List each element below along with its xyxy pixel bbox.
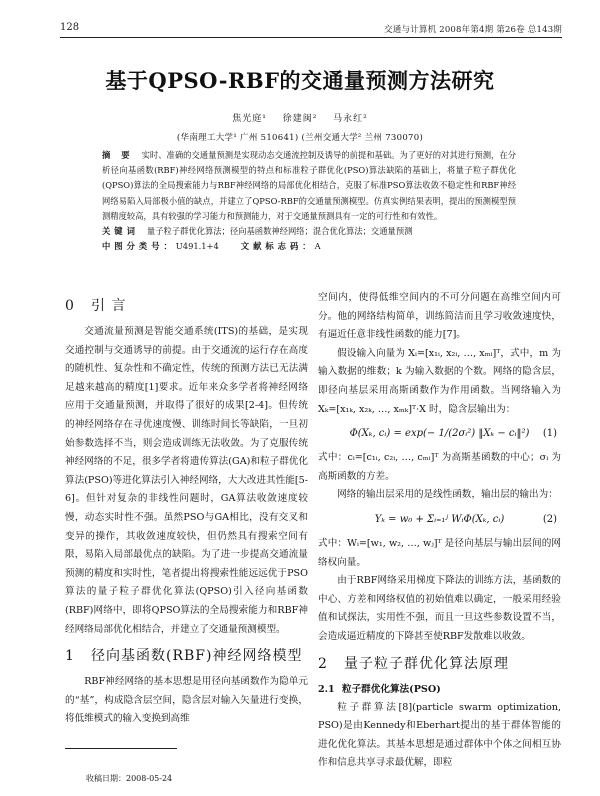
equation-body: Yₖ = w₀ + Σᵢ₌₁ʲ WᵢΦ(Xₖ, cᵢ)	[374, 513, 505, 525]
received-date: 2008-05-24	[126, 774, 173, 783]
header-rule	[60, 37, 562, 38]
author: 徐建闽²	[282, 114, 318, 124]
section-heading-1	[65, 645, 308, 667]
author-list	[0, 111, 600, 124]
body-paragraph: 式中：cᵢ=[c₁ᵢ, c₂ᵢ, …, cₘᵢ]ᵀ 为高斯基函数的中心；σᵢ 为高斯函数的方差。	[318, 452, 561, 482]
abstract-block	[102, 148, 516, 254]
section-number: 2	[318, 655, 328, 672]
body-paragraph: 交通流量预测是智能交通系统(ITS)的基础，是实现交通控制与交通诱导的前提。由于交通流的运行存在高度的随机性、复杂性和不确定性，传统的预测方法已无法满足越来越高的精度[1]要求。近年来众多学者将神经网络应用于交通量预测，并取得了很好的成果[2-4]。但传统的神经网络存在寻优速度慢、训练时间长等缺陷，一旦初始参数选择不当，则会造成训练无法收敛。为了克服传统神经网络的不足，很多学者将遗传算法(GA)和粒子群优化算法(PSO)等进化算法引入神经网络，大大改进其性能[5-6]。但针对复杂的非线性问题时，GA算法收敛速度较慢，动态实时性不强。虽然PSO与GA相比，没有交叉和变异的操作，其收敛速度较快，但仍然具有搜索空间有限，易陷入局部最优点的缺陷。为了进一步提高交通流量预测的精度和实时性，笔者提出将搜索性能远远优于PSO算法的量子粒子群优化算法(QPSO)引入径向基函数(RBF)网络中，即将QPSO算法的全局搜索能力和RBF神经网络局部优化相结合，并建立了交通量预测模型。	[65, 326, 308, 635]
body-paragraph: 粒子群算法[8](particle swarm optimization, PSO)是由Kennedy和Eberhart提出的基于群体智能的进化优化算法。其基本思想是通过群体中个体之间相互协作和信息共享寻求最优解，即粒	[318, 701, 561, 769]
journal-info: 交通与计算机 2008年第4期 第26卷 总143期	[384, 25, 562, 35]
footnote-received	[86, 773, 172, 784]
body-paragraph: 式中：Wᵢ=[w₁, w₂, …, wⱼ]ᵀ 是径向基层与输出层间的网络权向量。	[318, 537, 561, 568]
section-title: 量子粒子群优化算法原理	[344, 655, 509, 672]
equation-body: Φ(Xₖ, cᵢ) = exp(− 1/(2σᵢ²) ‖Xₖ − cᵢ‖²)	[349, 428, 530, 440]
equation-number: (1)	[542, 428, 557, 440]
equation-number: (2)	[542, 513, 557, 525]
keywords-text: 量子粒子群优化算法；径向基函数神经网络；混合优化算法；交通量预测	[146, 226, 413, 237]
page-number: 128	[60, 22, 80, 33]
section-heading-2	[318, 653, 561, 675]
body-paragraph: 空间内，使得低维空间内的不可分问题在高维空间内可分。他的网络结构简单，训练简洁而且学习收敛速度快，有逼近任意非线性函数的能力[7]。	[318, 292, 561, 341]
body-paragraph: RBF神经网络的基本思想是用径向基函数作为隐单元的“基”，构成隐含层空间，隐含层对输入矢量进行变换，将低维模式的输入变换到高维	[65, 676, 308, 725]
equation-2	[318, 505, 561, 535]
doc-code-value: A	[314, 241, 321, 252]
subsection-title: 粒子群优化算法(PSO)	[342, 683, 441, 695]
section-title: 引 言	[91, 298, 127, 314]
classification-label: 中图分类号：	[102, 241, 176, 252]
keywords	[102, 224, 516, 239]
abstract	[102, 148, 516, 224]
body-paragraph: 假设输入向量为 Xᵢ=[x₁ᵢ, x₂ᵢ, …, xₘᵢ]ᵀ，式中，m 为输入数据的维数；k 为输入数据的个数。网络的隐含层，即径向基层采用高斯函数作为作用函数。当网络输入为 Xₖ=[x₁ₖ, x₂ₖ, …, xₘₖ]ᵀ·X 时，隐含层输出为：	[318, 347, 561, 415]
section-number: 0	[65, 298, 75, 314]
subsection-number: 2.1	[318, 683, 335, 695]
running-header	[60, 22, 562, 38]
author: 焦光庭¹	[232, 114, 267, 124]
left-column	[65, 295, 308, 729]
author: 马永红²	[333, 114, 368, 124]
abstract-label: 摘 要	[102, 150, 134, 160]
section-number: 1	[65, 648, 75, 665]
body-paragraph: 网络的输出层采用的是线性函数，输出层的输出为：	[337, 489, 558, 501]
keywords-label: 关键词	[102, 226, 139, 237]
classification	[102, 239, 516, 254]
right-column	[318, 289, 561, 773]
doc-code-label: 文献标志码：	[240, 241, 315, 252]
received-label: 收稿日期：	[86, 774, 126, 783]
equation-1	[318, 419, 561, 449]
section-heading-0	[65, 295, 308, 317]
subsection-heading-2-1	[318, 681, 561, 699]
affiliations: (华南理工大学¹ 广州 510641) (兰州交通大学² 兰州 730070)	[176, 133, 424, 143]
classification-value: U491.1+4	[175, 241, 219, 252]
section-title: 径向基函数(RBF)神经网络模型	[91, 648, 303, 665]
abstract-text: 实时、准确的交通量预测是实现动态交通流控制及诱导的前提和基础。为了更好的对其进行预测，在分析径向基函数(RBF)神经网络预测模型的特点和标准粒子群优化(PSO)算法缺陷的基础上，将量子粒子群优化(QPSO)算法的全局搜索能力与RBF神经网络的局部优化相结合，克服了标准PSO算法收敛不稳定性和RBF神经网络易陷入局部极小值的缺点，并建立了QPSO-RBF的交通量预测模型。仿真实例结果表明，提出的预测模型预测精度较高，具有较强的学习能力和预测能力，对于交通量预测具有一定的可行性和有效性。	[102, 150, 516, 221]
footnote-rule	[65, 748, 177, 749]
paper-title: 基于QPSO-RBF的交通量预测方法研究	[105, 68, 495, 93]
body-paragraph: 由于RBF网络采用梯度下降法的训练方法，基函数的中心、方差和网络权值的初始值难以确定，一般采用经验值和试探法，实用性不强，而且一旦这些参数设置不当，会造成逼近精度的下降甚至使RBF发散难以收敛。	[318, 575, 561, 642]
